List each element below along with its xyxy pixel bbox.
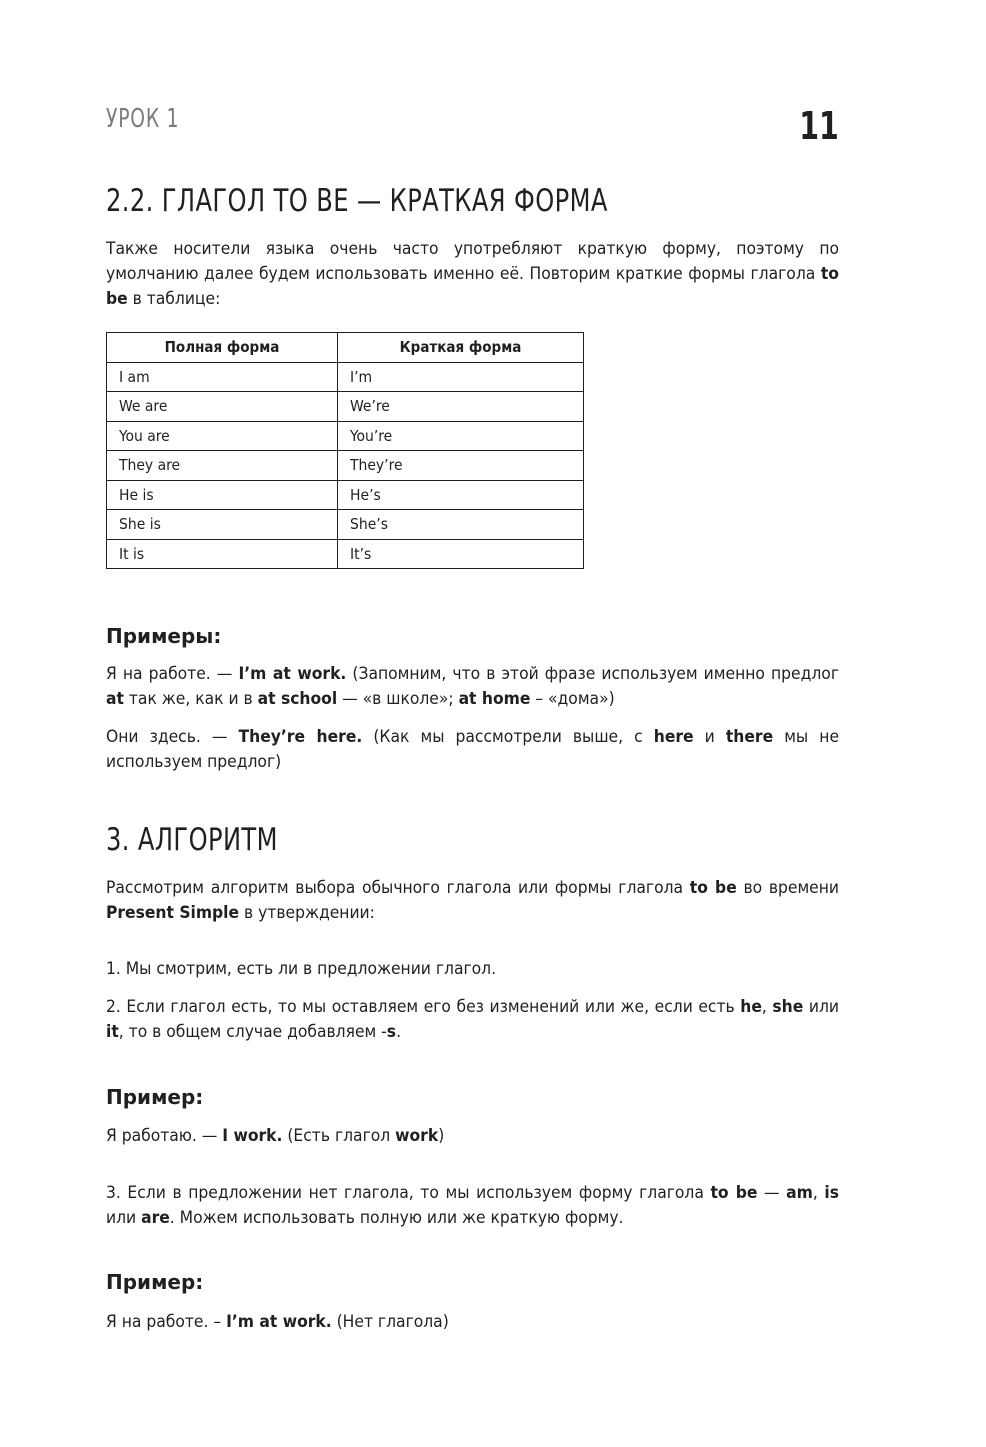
example-heading-2: Пример: xyxy=(106,1270,204,1294)
intro-paragraph: Также носители языка очень часто употребляют краткую форму, поэтому по умолчанию далее будем использовать именно её. Повторим краткие формы глагола to be в таблице: xyxy=(106,239,839,309)
table-header-row xyxy=(107,333,584,363)
full-form-cell: You are xyxy=(107,421,338,451)
table-row xyxy=(107,480,584,510)
table-row xyxy=(107,421,584,451)
short-form-cell: He’s xyxy=(338,480,584,510)
full-form-cell: They are xyxy=(107,451,338,481)
example-paragraph-at-work: Я на работе. — I’m at work. (Запомним, что в этой фразе используем именно предлог at так же, как и в at school — «в школе»; at home – «дома») xyxy=(106,664,839,709)
example-i-work: Я работаю. — I work. (Есть глагол work) xyxy=(106,1126,445,1146)
algorithm-step-3: 3. Если в предложении нет глагола, то мы используем форму глагола to be — am, is или are. Можем использовать полную или же краткую форму. xyxy=(106,1183,839,1228)
example-im-at-work: Я на работе. – I’m at work. (Нет глагола) xyxy=(106,1312,449,1332)
full-form-cell: She is xyxy=(107,510,338,540)
short-form-cell: You’re xyxy=(338,421,584,451)
full-form-cell: It is xyxy=(107,539,338,569)
short-form-cell: She’s xyxy=(338,510,584,540)
short-form-cell: It’s xyxy=(338,539,584,569)
short-form-cell: They’re xyxy=(338,451,584,481)
running-header-lesson: УРОК 1 xyxy=(106,104,180,134)
to-be-forms-table xyxy=(106,332,584,569)
full-form-cell: We are xyxy=(107,392,338,422)
column-header-full-form: Полная форма xyxy=(107,333,338,363)
page-number: 11 xyxy=(799,104,839,148)
short-form-cell: We’re xyxy=(338,392,584,422)
example-heading-1: Пример: xyxy=(106,1085,204,1109)
example-paragraph-they-are-here: Они здесь. — They’re here. (Как мы рассмотрели выше, с here и there мы не используем предлог) xyxy=(106,727,840,772)
section-title-3: 3. АЛГОРИТМ xyxy=(106,822,278,858)
table-row xyxy=(107,539,584,569)
short-form-cell: I’m xyxy=(338,362,584,392)
algorithm-intro-paragraph: Рассмотрим алгоритм выбора обычного глагола или формы глагола to be во времени Present Simple в утверждении: xyxy=(106,878,840,923)
table-row xyxy=(107,510,584,540)
section-title-2-2: 2.2. ГЛАГОЛ TO BE — КРАТКАЯ ФОРМА xyxy=(106,183,608,219)
table-row xyxy=(107,451,584,481)
full-form-cell: He is xyxy=(107,480,338,510)
examples-heading: Примеры: xyxy=(106,624,222,648)
algorithm-step-2: 2. Если глагол есть, то мы оставляем его без изменений или же, если есть he, she или it, то в общем случае добавляем -s. xyxy=(106,997,840,1042)
table-row xyxy=(107,362,584,392)
algorithm-step-1: 1. Мы смотрим, есть ли в предложении глагол. xyxy=(106,959,497,979)
full-form-cell: I am xyxy=(107,362,338,392)
column-header-short-form: Краткая форма xyxy=(338,333,584,363)
table-row xyxy=(107,392,584,422)
